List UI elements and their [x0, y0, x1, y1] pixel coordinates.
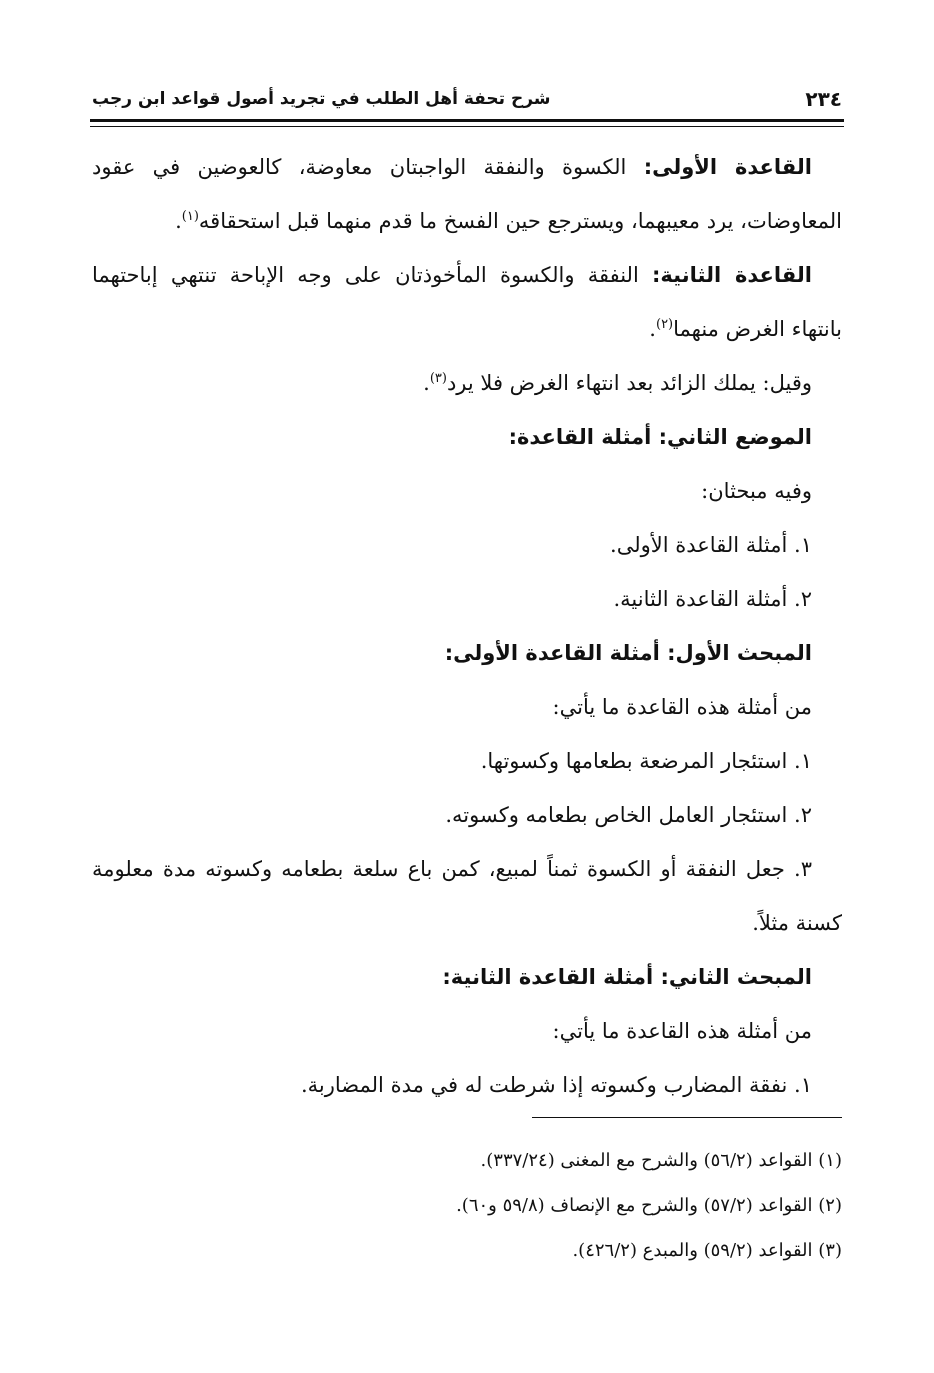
- example-1-1: ١. استئجار المرضعة بطعامها وكسوتها.: [480, 749, 812, 773]
- rule-two-text-2: بانتهاء الغرض منهما: [673, 317, 842, 341]
- rule-one-line-2: المعاوضات، يرد معيبهما، ويسترجع حين الفسخ ما قدم منهما قبل استحقاقه$^{(١)}$.: [175, 209, 842, 233]
- footnotes: [92, 1138, 842, 1273]
- heading-first-topic: المبحث الأول: أمثلة القاعدة الأولى:: [444, 641, 812, 665]
- example-1-2: ٢. استئجار العامل الخاص بطعامه وكسوته.: [445, 803, 812, 827]
- footnote-separator: [532, 1117, 842, 1118]
- topic-item-1: ١. أمثلة القاعدة الأولى.: [610, 533, 812, 557]
- two-topics-intro: وفيه مبحثان:: [701, 479, 812, 503]
- rule-one-lead: القاعدة الأولى:: [643, 155, 812, 179]
- rule-two-lead: القاعدة الثانية:: [652, 263, 812, 287]
- rule-one-line-1: [92, 140, 842, 194]
- footnote-3: (٣) القواعد (٥٩/٢) والمبدع (٤٢٦/٢).: [572, 1240, 842, 1261]
- alternative-opinion-text: وقيل: يملك الزائد بعد انتهاء الغرض فلا يرد: [446, 371, 812, 395]
- examples-intro-1: من أمثلة هذه القاعدة ما يأتي:: [552, 695, 812, 719]
- rule-one-text-2: المعاوضات، يرد معيبهما، ويسترجع حين الفسخ ما قدم منهما قبل استحقاقه: [198, 209, 842, 233]
- rule-one-text-1: الكسوة والنفقة الواجبتان معاوضة، كالعوضين في عقود: [92, 155, 627, 179]
- rule-two-line-2: بانتهاء الغرض منهما$^{(٢)}$.: [649, 317, 842, 341]
- example-2-1: ١. نفقة المضارب وكسوته إذا شرطت له في مدة المضاربة.: [300, 1073, 812, 1097]
- footnote-ref-1: (١): [181, 209, 199, 224]
- example-1-3-line-2: كسنة مثلاً.: [752, 911, 842, 935]
- examples-intro-2: من أمثلة هذه القاعدة ما يأتي:: [552, 1019, 812, 1043]
- footnote-ref-2: (٢): [655, 317, 674, 332]
- alternative-opinion: وقيل: يملك الزائد بعد انتهاء الغرض فلا يرد$^{(٣)}$.: [423, 371, 812, 395]
- footnote-ref-3: (٣): [429, 371, 447, 386]
- footnote-2: (٢) القواعد (٥٧/٢) والشرح مع الإنصاف (٥٩/٨ و٦٠).: [456, 1195, 842, 1216]
- footnote-1: (١) القواعد (٥٦/٢) والشرح مع المغنى (٣٣٧/٢٤).: [480, 1150, 842, 1171]
- header-rule: [90, 119, 844, 127]
- rule-two-line-1: [92, 248, 842, 302]
- heading-second-position: الموضع الثاني: أمثلة القاعدة:: [508, 425, 812, 449]
- example-1-3-line-1: ٣. جعل النفقة أو الكسوة ثمناً لمبيع، كمن باع سلعة بطعامه وكسوته مدة معلومة: [92, 857, 812, 881]
- topic-item-2: ٢. أمثلة القاعدة الثانية.: [613, 587, 812, 611]
- running-title: شرح تحفة أهل الطلب في تجريد أصول قواعد ابن رجب: [92, 89, 551, 109]
- main-text: [92, 140, 842, 1112]
- heading-second-topic: المبحث الثاني: أمثلة القاعدة الثانية:: [442, 965, 812, 989]
- page-header: [92, 84, 842, 114]
- rule-two-text-1: النفقة والكسوة المأخوذتان على وجه الإباحة تنتهي إباحتهما: [92, 263, 639, 287]
- page-number: ٢٣٤: [805, 87, 842, 111]
